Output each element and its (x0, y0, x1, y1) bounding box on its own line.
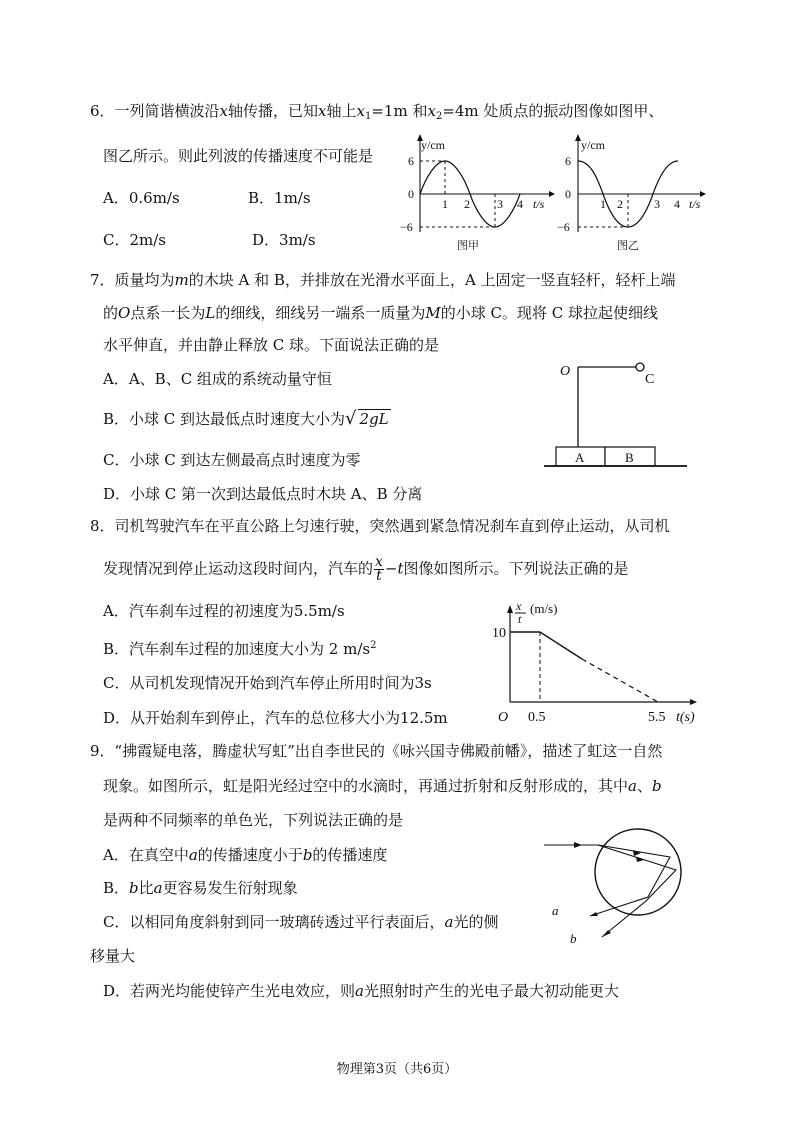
q9-option-a: A．在真空中a的传播速度小于b的传播速度 (103, 846, 388, 864)
x-tick-0-5: 0.5 (528, 710, 546, 725)
q7-option-a: A．A、B、C 组成的系统动量守恒 (103, 370, 332, 388)
q8-option-c: C．从司机发现情况开始到汽车停止所用时间为3s (103, 674, 432, 692)
q9-option-c: C．以相同角度斜射到同一玻璃砖透过平行表面后，a光的侧 (103, 913, 499, 931)
q6-option-a: A．0.6m/s (103, 189, 180, 207)
q7-line1: 7．质量均为m的木块 A 和 B，并排放在光滑水平面上，A 上固定一竖直轻杆，轻杆上端 (90, 271, 676, 289)
y-label-num: x (516, 599, 522, 613)
q6-option-c: C．2m/s (103, 231, 166, 249)
y-tick-6: 6 (565, 154, 571, 168)
x-tick-4: 4 (674, 197, 680, 211)
label-b: B (625, 450, 634, 465)
q6-line1: 6．一列简谐横波沿x轴传播，已知x轴上$x_1=1m$ 和$x_2=4m$ 处质点的振动图像如图甲、 (90, 102, 664, 122)
label-a: A (575, 450, 585, 465)
q8-option-a: A．汽车刹车过程的初速度为5.5m/s (103, 602, 345, 620)
q7-line3: 水平伸直，并由静止释放 C 球。下面说法正确的是 (103, 336, 440, 354)
x-tick-2: 2 (617, 197, 623, 211)
q8-option-b: B．汽车刹车过程的加速度大小为 2 $m/s^2$ (103, 640, 377, 658)
x-axis-label: t/s (533, 197, 545, 211)
q9-option-b: B．b比a更容易发生衍射现象 (103, 879, 298, 897)
y-axis-label: y/cm (581, 138, 605, 152)
q7-option-b: B．小球 C 到达最低点时速度大小为√ 2gL (103, 408, 389, 429)
x-axis-label: t/s (689, 197, 701, 211)
x-tick-2: 2 (464, 197, 470, 211)
y-tick-6: 6 (408, 154, 414, 168)
x-tick-3: 3 (497, 197, 503, 211)
y-tick-0: 0 (408, 187, 414, 201)
q6-figure-jia (395, 132, 555, 257)
label-o: O (560, 364, 571, 379)
q6-option-b: B．1m/s (248, 189, 311, 207)
q7-line2: 的O点系一长为L的细线，细线另一端系一质量为M的小球 C。现将 C 球拉起使细线 (103, 304, 658, 322)
label-c: C (645, 372, 655, 387)
q9-figure (538, 815, 708, 950)
water-droplet (595, 829, 681, 915)
y-tick-neg6: −6 (400, 220, 413, 234)
label-b: b (570, 931, 577, 946)
y-tick-10: 10 (492, 626, 506, 641)
q6-figure-yi (555, 132, 715, 257)
y-tick-0: 0 (565, 187, 571, 201)
q9-line1: 9．“拂霞疑电落，腾虚状写虹”出自李世民的《咏兴国寺佛殿前幡》，描述了虹这一自然 (90, 742, 663, 760)
q8-fraction: $\frac{x}{t}$ (375, 554, 383, 584)
q6-option-d: D．3m/s (252, 231, 316, 249)
figure-caption: 图乙 (617, 240, 639, 252)
x-tick-1: 1 (442, 197, 448, 211)
y-unit: (m/s) (530, 601, 558, 616)
x-tick-3: 3 (654, 197, 660, 211)
x-tick-5-5: 5.5 (648, 710, 666, 725)
braking-extension (582, 659, 658, 702)
label-a: a (552, 903, 559, 918)
q7-figure (530, 355, 700, 470)
q6-line2: 图乙所示。则此列波的传播速度不可能是 (103, 147, 374, 165)
braking-segment (540, 632, 582, 659)
q9-option-d: D．若两光均能使锌产生光电效应，则a光照射时产生的光电子最大初动能更大 (103, 982, 619, 1000)
q8-figure (490, 590, 710, 730)
x-tick-1: 1 (600, 197, 606, 211)
figure-caption: 图甲 (457, 240, 479, 252)
page-footer: 物理第3页（共6页） (336, 1062, 458, 1077)
q8-option-d: D．从开始刹车到停止，汽车的总位移大小为12.5m (103, 709, 448, 727)
x-unit: t(s) (676, 710, 695, 725)
ball-c (636, 363, 644, 371)
y-axis-label: y/cm (421, 138, 445, 152)
q9-line2: 现象。如图所示，虹是阳光经过空中的水滴时，再通过折射和反射形成的，其中a、b (103, 777, 662, 795)
x-tick-4: 4 (517, 197, 523, 211)
q8-line1: 8．司机驾驶汽车在平直公路上匀速行驶，突然遇到紧急情况刹车直到停止运动，从司机 (90, 517, 670, 535)
q9-option-c-cont: 移量大 (90, 947, 136, 965)
q8-line2: 发现情况到停止运动这段时间内，汽车的 $\frac{x}{t}$ −t图像如图所示。下列说法正确的是 (103, 554, 629, 584)
y-label-den: t (518, 612, 522, 626)
y-tick-neg6: −6 (557, 220, 570, 234)
q7-option-c: C．小球 C 到达左侧最高点时速度为零 (103, 451, 361, 469)
origin-label: O (498, 710, 509, 725)
q7-option-d: D．小球 C 第一次到达最低点时木块 A、B 分离 (103, 485, 423, 503)
q9-line3: 是两种不同频率的单色光，下列说法正确的是 (103, 811, 404, 829)
